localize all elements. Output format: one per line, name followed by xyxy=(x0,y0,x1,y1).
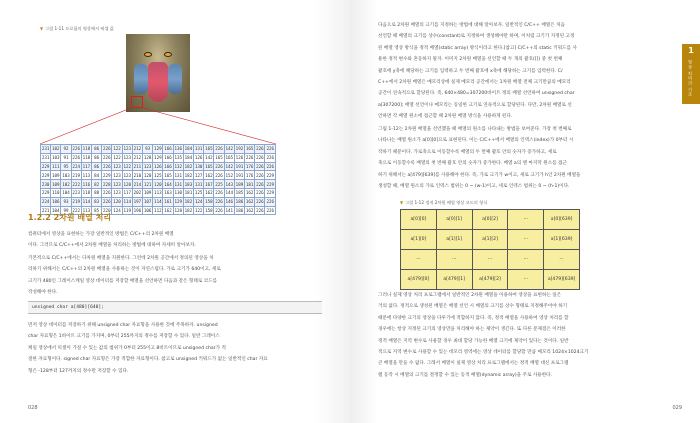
pixel-value-cell: 196 xyxy=(133,207,142,213)
pixel-value-cell: 226 xyxy=(103,163,111,169)
pixel-value-cell: 229 xyxy=(266,172,275,178)
pixel-value-cell: 130 xyxy=(194,163,203,169)
pixel-value-cell: 125 xyxy=(154,172,162,178)
pixel-value-cell: 181 xyxy=(245,181,254,187)
pixel-value-cell: 123 xyxy=(113,172,121,178)
array-element-cell: ··· xyxy=(544,250,580,270)
pixel-value-cell: 226 xyxy=(256,172,264,178)
pixel-value-cell: 221 xyxy=(41,207,50,213)
pixel-value-cell: 143 xyxy=(225,181,234,187)
pixel-value-cell: 176 xyxy=(245,172,254,178)
triangle-bullet-icon: ▼ xyxy=(400,200,404,205)
pixel-value-cell: 165 xyxy=(164,172,172,178)
pixel-value-cell: 109 xyxy=(52,181,60,187)
pixel-value-cell: 181 xyxy=(184,190,193,196)
pixel-value-cell: 85 xyxy=(92,206,102,215)
left-paragraph-2: 기본적으로 C/C++에서는 다차원 배열을 지원한다. 그런데 2차원 공간에서 정의된 영상을 처 리하기 위해서는 C/C++의 2차원 배열을 사용하는 것이 자연스럽다. 가로 크기가 640이고, 세로 크기가 480인 그레이스케일 영상 데이터를 저장할 배열을 선언하면 다음과 같은 형태로 코드를 작성해야 한다. xyxy=(28,256,221,296)
pixel-value-cell: 162 xyxy=(245,190,254,196)
pixel-value-cell: 123 xyxy=(113,181,121,187)
pixel-value-cell: 123 xyxy=(113,190,121,196)
pixel-value-cell: 117 xyxy=(82,163,91,169)
pixel-value-cell: 165 xyxy=(245,146,254,152)
pixel-value-cell: 182 xyxy=(184,163,193,169)
pixel-value-cell: 120 xyxy=(123,181,132,187)
pixel-value-cell: 103 xyxy=(52,155,60,161)
left-paragraph-1: 컴퓨터에서 영상을 표현하는 가장 일반적인 방법은 C/C++의 2차원 배열 이다. 그러므로 C/C++에서 2차원 배열을 처리하는 방법에 대하여 자세히 알아보자. xyxy=(28,232,196,249)
pixel-value-cell: 107 xyxy=(143,199,152,205)
right-paragraph-2: 그림 1-12는 2차원 배열을 선언했을 때 배열의 원소를 나타내는 방법을 보여준다. 가장 첫 번째로 나타나는 배열 원소가 a[0][0]으로 표현된다. 이는 C/C++에서 배열의 인덱스(index)가 0부터 시 작하기 때문이다. 가로축으로 이동할수록 배열의 두 번째 괄호 안의 숫자가 증가하고, 세로 축으로 이동할수록 배열의 첫 번째 괄호 안의 숫자가 증가한다. 배열 a의 맨 마지막 원소를 접근 하기 위해서는 a[479][639]를 사용해야 한다. 즉, 가로 크기가 w이고, 세로 크기가 h인 2차원 배열을 생성할 때, 배열 원소의 가로 인덱스 범위는 0 ~ (w-1)이고, 세로 인덱스 범위는 0 ~ (h-1)이다. xyxy=(378,127,581,190)
pixel-value-cell: 120 xyxy=(143,172,152,178)
pixel-value-cell: 226 xyxy=(215,190,223,196)
pixel-value-cell: 129 xyxy=(154,155,162,161)
pixel-value-cell: 131 xyxy=(194,181,203,187)
pixel-value-cell: 220 xyxy=(103,207,111,213)
pixel-value-cell: 86 xyxy=(92,153,102,162)
pixel-value-cell: 146 xyxy=(225,199,234,205)
array-element-cell: ··· xyxy=(508,210,544,230)
left-paragraph-3: 먼저 영상 데이터를 저장하기 위해 unsigned char 자료형을 사용한 것에 주목하자. unsigned char 자료형은 1바이트 크기를 가지며, 0부터 255까지의 정수를 저장할 수 있다. 일반 그레이스 케일 영상에서 픽셀이 가질 수 있는 값의 범위가 0부터 255이고 8비트이므로 unsigned char가 적 절한 자료형이다. signed char 자료형은 가장 적합한 자료형이다. 참고로 unsigned 키워드가 없는 일반적인 char 자료 형은 -128부터 127까지의 정수만 저장할 수 있다. xyxy=(28,323,268,374)
pixel-value-cell: 226 xyxy=(215,199,223,205)
pixel-value-cell: 129 xyxy=(154,146,162,152)
pixel-value-cell: 226 xyxy=(266,146,275,152)
pixel-value-cell: 109 xyxy=(143,190,152,196)
array-element-cell: a[0][639] xyxy=(544,210,580,230)
pixel-value-cell: 123 xyxy=(143,163,152,169)
pixel-value-cell: 124 xyxy=(113,207,121,213)
pixel-value-cell: 165 xyxy=(205,163,213,169)
pixel-value-cell: 226 xyxy=(72,146,80,152)
pixel-value-cell: 122 xyxy=(113,146,121,152)
pixel-value-cell: 183 xyxy=(184,181,193,187)
array-grid-row xyxy=(401,230,580,250)
pixel-value-cell: 230 xyxy=(41,181,50,187)
pixel-value-cell: 113 xyxy=(154,190,162,196)
pixel-value-cell: 162 xyxy=(164,207,172,213)
pixel-value-cell: 124 xyxy=(194,199,203,205)
array-element-cell: a[0][1] xyxy=(436,210,472,230)
array-grid-row xyxy=(401,250,580,270)
pixel-value-cell: 226 xyxy=(256,181,264,187)
array-element-cell: a[0][2] xyxy=(472,210,508,230)
pixel-value-cell: 135 xyxy=(174,155,183,161)
pixel-value-cell: 228 xyxy=(103,181,111,187)
pixel-value-cell: 226 xyxy=(215,163,223,169)
pixel-value-cell: 226 xyxy=(256,146,264,152)
pixel-value-cell: 229 xyxy=(103,172,111,178)
pixel-value-cell: 131 xyxy=(194,146,203,152)
pixel-value-cell: 86 xyxy=(92,162,102,171)
pixel-value-cell: 136 xyxy=(174,146,183,152)
pixel-value-cell: 131 xyxy=(174,181,183,187)
right-paragraph-1: 다음으로 2차원 배열의 크기를 지정하는 방법에 대해 알아보자. 일반적인 C/C++ 배열은 처음 선언할 때 배열의 크기를 상수(constant)로 지정하여 생성해야만 하며, 이처럼 크기가 지정된 고정 된 배열 영상 방식을 정적 배열(static array) 방식이라고 한다.[참고] C/C++의 static 키워드를 사 용한 정적 변수와 혼동하지 말자. 이미지 2차원 배열을 선언할 때 두 개의 괄호([]) 중 첫 번째 괄호에 y축에 해당하는 크기를 입력하고 두 번째 괄호에 x축에 해당하는 크기를 입력한다. C/ C++에서 2차원 배열은 메모리상에 실제 메모리 공간에서는 1차원 배열 전체 크기만큼의 메모리 공간이 연속적으로 할당된다. 즉, 640×480=307200바이트 정의 배열 선언하여 unsigned char a[307200]; 배열 선언이나 메모리는 동일한 크기로 연속적으로 할당된다. 다만, 2차원 배열로 선 언하면 각 배열 원소에 접근할 때 2차원 배열 방식을 사용하게 된다. xyxy=(378,23,577,120)
pixel-grid-row xyxy=(41,145,276,154)
pixel-value-cell: 113 xyxy=(82,172,91,178)
pixel-value-cell: 186 xyxy=(235,207,244,213)
pixel-value-cell: 226 xyxy=(103,190,111,196)
pixel-value-cell: 226 xyxy=(266,199,275,205)
pixel-value-cell: 189 xyxy=(235,181,244,187)
array-element-cell: a[479][0] xyxy=(401,270,437,290)
pixel-value-cell: 162 xyxy=(245,207,254,213)
pixel-value-cell: 226 xyxy=(215,172,223,178)
code-snippet: unsigned char a[480][640]; xyxy=(28,301,322,314)
pixel-value-cell: 226 xyxy=(245,155,254,161)
pixel-value-cell: 226 xyxy=(256,199,264,205)
pixel-value-cell: 219 xyxy=(72,172,80,178)
pixel-value-cell: 114 xyxy=(154,199,162,205)
array-grid-row xyxy=(401,270,580,290)
pixel-value-cell: 222 xyxy=(72,207,80,213)
pixel-value-cell: 109 xyxy=(52,172,60,178)
pixel-value-cell: 224 xyxy=(72,163,80,169)
pixel-value-cell: 128 xyxy=(143,155,152,161)
pixel-value-cell: 184 xyxy=(184,146,193,152)
pixel-value-cell: 122 xyxy=(113,155,121,161)
pixel-value-cell: 229 xyxy=(41,172,50,178)
pixel-value-cell: 152 xyxy=(225,172,234,178)
pixel-value-cell: 123 xyxy=(113,163,121,169)
pixel-value-cell: 102 xyxy=(62,181,70,187)
array-element-cell: a[1][0] xyxy=(401,230,437,250)
zoom-highlight-box xyxy=(131,96,143,108)
pixel-value-cell: 166 xyxy=(164,146,172,152)
pixel-grid-row xyxy=(41,153,276,162)
pixel-value-cell: 144 xyxy=(225,190,234,196)
array-grid-row xyxy=(401,210,580,230)
pixel-value-cell: 112 xyxy=(154,207,162,213)
pixel-value-cell: 103 xyxy=(62,172,70,178)
array-element-cell: ··· xyxy=(508,230,544,250)
pixel-value-cell: 191 xyxy=(235,172,244,178)
pixel-value-cell: 222 xyxy=(72,181,80,187)
pixel-value-cell: 99 xyxy=(61,206,71,215)
pixel-value-cell: 158 xyxy=(205,207,213,213)
pixel-value-cell: 229 xyxy=(41,163,50,169)
array-element-cell: a[1][639] xyxy=(544,230,580,250)
pixel-value-cell: 226 xyxy=(215,207,223,213)
pixel-value-cell: 111 xyxy=(52,163,60,169)
pixel-value-cell: 211 xyxy=(133,163,142,169)
pixel-value-cell: 95 xyxy=(61,162,71,171)
page-number-left: 028 xyxy=(28,405,38,411)
pixel-value-cell: 116 xyxy=(82,181,91,187)
pixel-value-cell: 158 xyxy=(205,199,213,205)
pixel-value-cell: 93 xyxy=(143,145,153,154)
pixel-value-cell: 229 xyxy=(266,181,275,187)
pixel-value-cell: 123 xyxy=(123,172,132,178)
pixel-value-cell: 226 xyxy=(103,155,111,161)
pixel-value-cell: 114 xyxy=(123,199,132,205)
pixel-value-cell: 231 xyxy=(41,146,50,152)
pixel-value-cell: 122 xyxy=(194,207,203,213)
pixel-value-cell: 162 xyxy=(245,199,254,205)
pixel-value-cell: 212 xyxy=(133,146,142,152)
pixel-value-cell: 110 xyxy=(52,190,60,196)
pixel-grid-row xyxy=(41,180,276,189)
figure-caption-1-12: ▼ 그림 1-12 정적 2차원 배열 영상 코드의 형식 xyxy=(400,200,488,205)
pixel-value-cell: 165 xyxy=(215,155,223,161)
pixel-value-cell: 83 xyxy=(92,197,102,206)
pixel-value-cell: 226 xyxy=(103,199,111,205)
pixel-value-cell: 126 xyxy=(235,155,244,161)
pixel-value-cell: 225 xyxy=(215,181,223,187)
pixel-value-cell: 141 xyxy=(225,207,234,213)
pixel-value-cell: 192 xyxy=(235,146,244,152)
pixel-value-cell: 226 xyxy=(266,207,275,213)
pixel-value-cell: 163 xyxy=(164,190,172,196)
array-element-cell: ··· xyxy=(401,250,437,270)
pixel-value-cell: 226 xyxy=(256,207,264,213)
pixel-value-cell: 142 xyxy=(205,155,213,161)
pixel-value-cell: 142 xyxy=(225,163,234,169)
pixel-value-cell: 123 xyxy=(123,155,132,161)
pixel-value-cell: 164 xyxy=(164,181,172,187)
pixel-value-cell: 219 xyxy=(72,199,80,205)
pixel-value-cell: 197 xyxy=(133,199,142,205)
array-element-cell: ··· xyxy=(472,250,508,270)
pixel-value-cell: 165 xyxy=(225,155,234,161)
array-element-cell: a[1][1] xyxy=(436,230,472,250)
page-number-right: 029 xyxy=(672,405,682,411)
pixel-value-cell: 127 xyxy=(194,172,203,178)
pixel-value-cell: 117 xyxy=(123,190,132,196)
section-heading: 1.2.2 2차원 배열 처리 xyxy=(28,213,112,222)
pixel-value-cell: 86 xyxy=(92,145,102,154)
pixel-value-cell: 161 xyxy=(164,199,172,205)
pixel-value-cell: 130 xyxy=(174,190,183,196)
pixel-value-cell: 106 xyxy=(143,207,152,213)
pixel-grid-row xyxy=(41,188,276,197)
pixel-value-cell: 186 xyxy=(235,199,244,205)
pixel-value-cell: 106 xyxy=(52,199,60,205)
figure-caption-1-11: ▼ 그림 1-11 프로필의 영상에서 픽셀 값 xyxy=(40,26,114,31)
pixel-value-cell: 102 xyxy=(52,146,60,152)
array-element-cell: a[479][1] xyxy=(436,270,472,290)
pixel-value-cell: 162 xyxy=(205,190,213,196)
pixel-value-cell: 92 xyxy=(61,145,71,154)
pixel-grid-row xyxy=(41,162,276,171)
pixel-value-cell: 128 xyxy=(174,207,183,213)
pixel-value-cell: 226 xyxy=(256,190,264,196)
pixel-grid-row xyxy=(41,197,276,206)
pixel-value-cell: 126 xyxy=(154,163,162,169)
pixel-value-cell: 126 xyxy=(194,155,203,161)
pixel-value-cell: 191 xyxy=(235,163,244,169)
pixel-value-cell: 226 xyxy=(215,146,223,152)
pixel-value-cell: 118 xyxy=(82,155,91,161)
pixel-value-cell: 129 xyxy=(174,199,183,205)
array-index-grid xyxy=(400,209,580,290)
array-element-cell: ··· xyxy=(436,250,472,270)
pixel-value-cell: 104 xyxy=(62,190,70,196)
pixel-value-cell: 214 xyxy=(133,181,142,187)
pixel-value-cell: 121 xyxy=(143,181,152,187)
pixel-value-cell: 93 xyxy=(61,197,71,206)
pixel-value-cell: 226 xyxy=(103,146,111,152)
pixel-value-cell: 176 xyxy=(245,163,254,169)
pixel-value-cell: 122 xyxy=(123,163,132,169)
pixel-value-cell: 229 xyxy=(41,190,50,196)
pixel-value-cell: 119 xyxy=(123,207,132,213)
array-element-cell: a[479][2] xyxy=(472,270,508,290)
pixel-value-cell: 132 xyxy=(174,163,183,169)
pixel-value-cell: 226 xyxy=(256,163,264,169)
triangle-bullet-icon: ▼ xyxy=(40,26,44,31)
pixel-value-cell: 82 xyxy=(92,180,102,189)
pixel-value-cell: 131 xyxy=(174,172,183,178)
pixel-value-cell: 167 xyxy=(205,181,213,187)
chapter-tab: 1 영상 처리의 기초 xyxy=(682,44,700,104)
pixel-value-cell: 184 xyxy=(184,155,193,161)
pixel-value-cell: 231 xyxy=(41,155,50,161)
pixel-value-cell: 118 xyxy=(82,146,91,152)
pixel-value-cell: 226 xyxy=(266,163,275,169)
pixel-value-cell: 113 xyxy=(82,207,91,213)
pixel-value-cell: 223 xyxy=(72,190,80,196)
array-element-cell: ··· xyxy=(508,250,544,270)
pixel-grid-row xyxy=(41,171,276,180)
pixel-value-cell: 212 xyxy=(133,155,142,161)
pixel-value-cell: 88 xyxy=(92,188,102,197)
pixel-value-cell: 185 xyxy=(235,190,244,196)
pixel-value-cell: 182 xyxy=(184,172,193,178)
pixel-value-cell: 166 xyxy=(164,155,172,161)
array-element-cell: a[1][2] xyxy=(472,230,508,250)
pixel-value-cell: 84 xyxy=(92,171,102,180)
pixel-value-cell: 162 xyxy=(205,172,213,178)
pixel-value-cell: 125 xyxy=(194,190,203,196)
array-element-cell: a[0][0] xyxy=(401,210,437,230)
pixel-value-cell: 123 xyxy=(123,146,132,152)
pixel-value-cell: 229 xyxy=(266,190,275,196)
pixel-value-cell: 91 xyxy=(61,153,71,162)
pixel-value-cell: 120 xyxy=(113,199,121,205)
pixel-value-cell: 224 xyxy=(41,199,50,205)
pixel-value-cell: 182 xyxy=(184,207,193,213)
pixel-value-cell: 118 xyxy=(82,190,91,196)
pixel-value-cell: 202 xyxy=(133,190,142,196)
pixel-value-cell: 226 xyxy=(72,155,80,161)
pixel-value-cell: 182 xyxy=(184,199,193,205)
pixel-value-cell: 104 xyxy=(52,207,60,213)
array-element-cell: ··· xyxy=(508,270,544,290)
pixel-value-cell: 165 xyxy=(205,146,213,152)
pixel-value-cell: 120 xyxy=(154,181,162,187)
pixel-value-cell: 210 xyxy=(133,172,142,178)
pixel-value-cell: 226 xyxy=(266,155,275,161)
pixel-value-cell: 142 xyxy=(225,146,234,152)
pixel-value-cell: 226 xyxy=(256,155,264,161)
pixel-value-cell: 166 xyxy=(164,163,172,169)
pixel-value-cell: 114 xyxy=(82,199,91,205)
array-element-cell: a[479][639] xyxy=(544,270,580,290)
right-paragraph-3: 그러나 실제 영상 처리 프로그램에서 일반적인 2차원 배열을 이용하여 영상을 표현하는 일은 거의 없다. 정적으로 생성된 배열은 배열 선언 시 배열의 크기를 상수 형태로 지정해주어야 하기 때문에 다양한 크기의 영상을 다루기에 적합하지 않다. 즉, 정적 배열을 사용하여 영상 처리를 할 경우에는 항상 지정된 크기의 영상만을 처리해야 하는 제약이 생긴다. 또 다른 문제점은 이러한 정적 배열은 지역 변수로 사용할 경우 최대 할당 가능한 배열 크기에 제약이 있다는 것이다. 일반 적으로 지역 변수로 사용할 수 있는 데모리 영역에는 영상 데이터를 할당할 만큼 메모리 1024×1024크기 큰 배열을 만들 수 없다. 그래서 배열이 실제 영상 처리 프로그램에서는 정적 배열 대신 프로그램 램 동작 시 배열의 크기를 결정할 수 있는 동적 배열(dynamic array)을 주로 사용한다. xyxy=(378,293,589,378)
pixel-value-grid xyxy=(40,144,276,215)
